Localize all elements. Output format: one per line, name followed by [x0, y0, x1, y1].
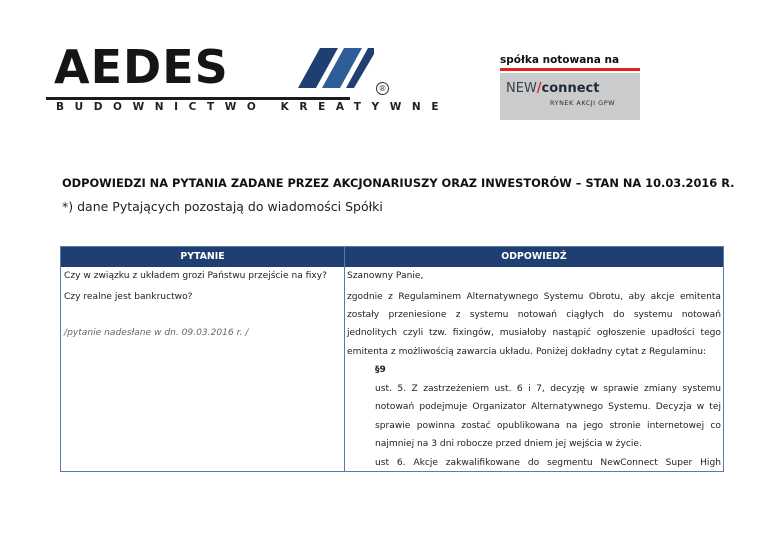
newconnect-brand-slash: / — [536, 81, 542, 96]
regulation-quote-line: notowań podejmuje Organizator Alternatywnego Systemu. Decyzja w tej — [375, 402, 721, 412]
regulation-quote-line: ust. 5. Z zastrzeżeniem ust. 6 i 7, decyzję w sprawie zmiany systemu — [375, 384, 721, 394]
document-subtitle: *) dane Pytających pozostają do wiadomości Spółki — [62, 199, 383, 214]
answer-line: zgodnie z Regulaminem Alternatywnego Systemu Obrotu, aby akcje emitenta — [347, 292, 721, 302]
newconnect-brand-new: NEW — [506, 81, 537, 96]
aedes-logo-tagline: BUDOWNICTWO KREATYWNE — [56, 101, 450, 113]
answer-greeting: Szanowny Panie, — [347, 271, 424, 281]
regulation-section: §9 — [375, 365, 386, 375]
aedes-logo — [46, 40, 450, 116]
regulation-quote-line: ust 6. Akcje zakwalifikowane do segmentu NewConnect Super High — [375, 458, 721, 468]
document-title: ODPOWIEDZI NA PYTANIA ZADANE PRZEZ AKCJONARIUSZY ORAZ INWESTORÓW – STAN NA 10.03.2016 R. — [62, 176, 735, 190]
newconnect-logo-brand — [506, 81, 599, 96]
newconnect-brand-connect: connect — [541, 81, 600, 96]
question-line: Czy realne jest bankructwo? — [64, 292, 193, 302]
question-line: Czy w związku z układem grozi Państwu przejście na fixy? — [64, 271, 327, 281]
answer-line: emitenta z możliwością zawarcia układu. Poniżej dokładny cytat z Regulaminu: — [347, 347, 707, 357]
header-question: PYTANIE — [180, 251, 225, 262]
newconnect-logo-caption: spółka notowana na — [500, 54, 620, 66]
newconnect-logo-red-bar — [500, 68, 640, 71]
answer-line: zostały przeniesione z systemu notowań ciągłych do systemu notowań — [347, 310, 721, 320]
answer-line: jednolitych czyli tzw. fixingów, musiałoby nastąpić ogłoszenie upadłości tego — [347, 328, 721, 338]
regulation-quote-line: sprawie powinna zostać opublikowana na jego stronie internetowej co — [375, 421, 721, 431]
newconnect-logo-box — [500, 73, 640, 120]
aedes-logo-slashes-icon — [294, 46, 374, 90]
regulation-quote-line: najmniej na 3 dni robocze przed dniem jej wejścia w życie. — [375, 439, 642, 449]
question-date-note: /pytanie nadesłane w dn. 09.03.2016 r. / — [64, 328, 249, 338]
aedes-logo-wordmark: AEDES — [54, 40, 229, 94]
aedes-logo-bar — [46, 97, 350, 100]
column-divider — [344, 247, 345, 471]
header-answer: ODPOWIEDŹ — [501, 251, 567, 262]
qa-table-header — [61, 247, 723, 267]
newconnect-logo — [500, 54, 640, 120]
registered-mark: ® — [376, 82, 389, 95]
newconnect-logo-subtitle: RYNEK AKCJI GPW — [550, 99, 616, 107]
qa-table — [60, 246, 724, 472]
